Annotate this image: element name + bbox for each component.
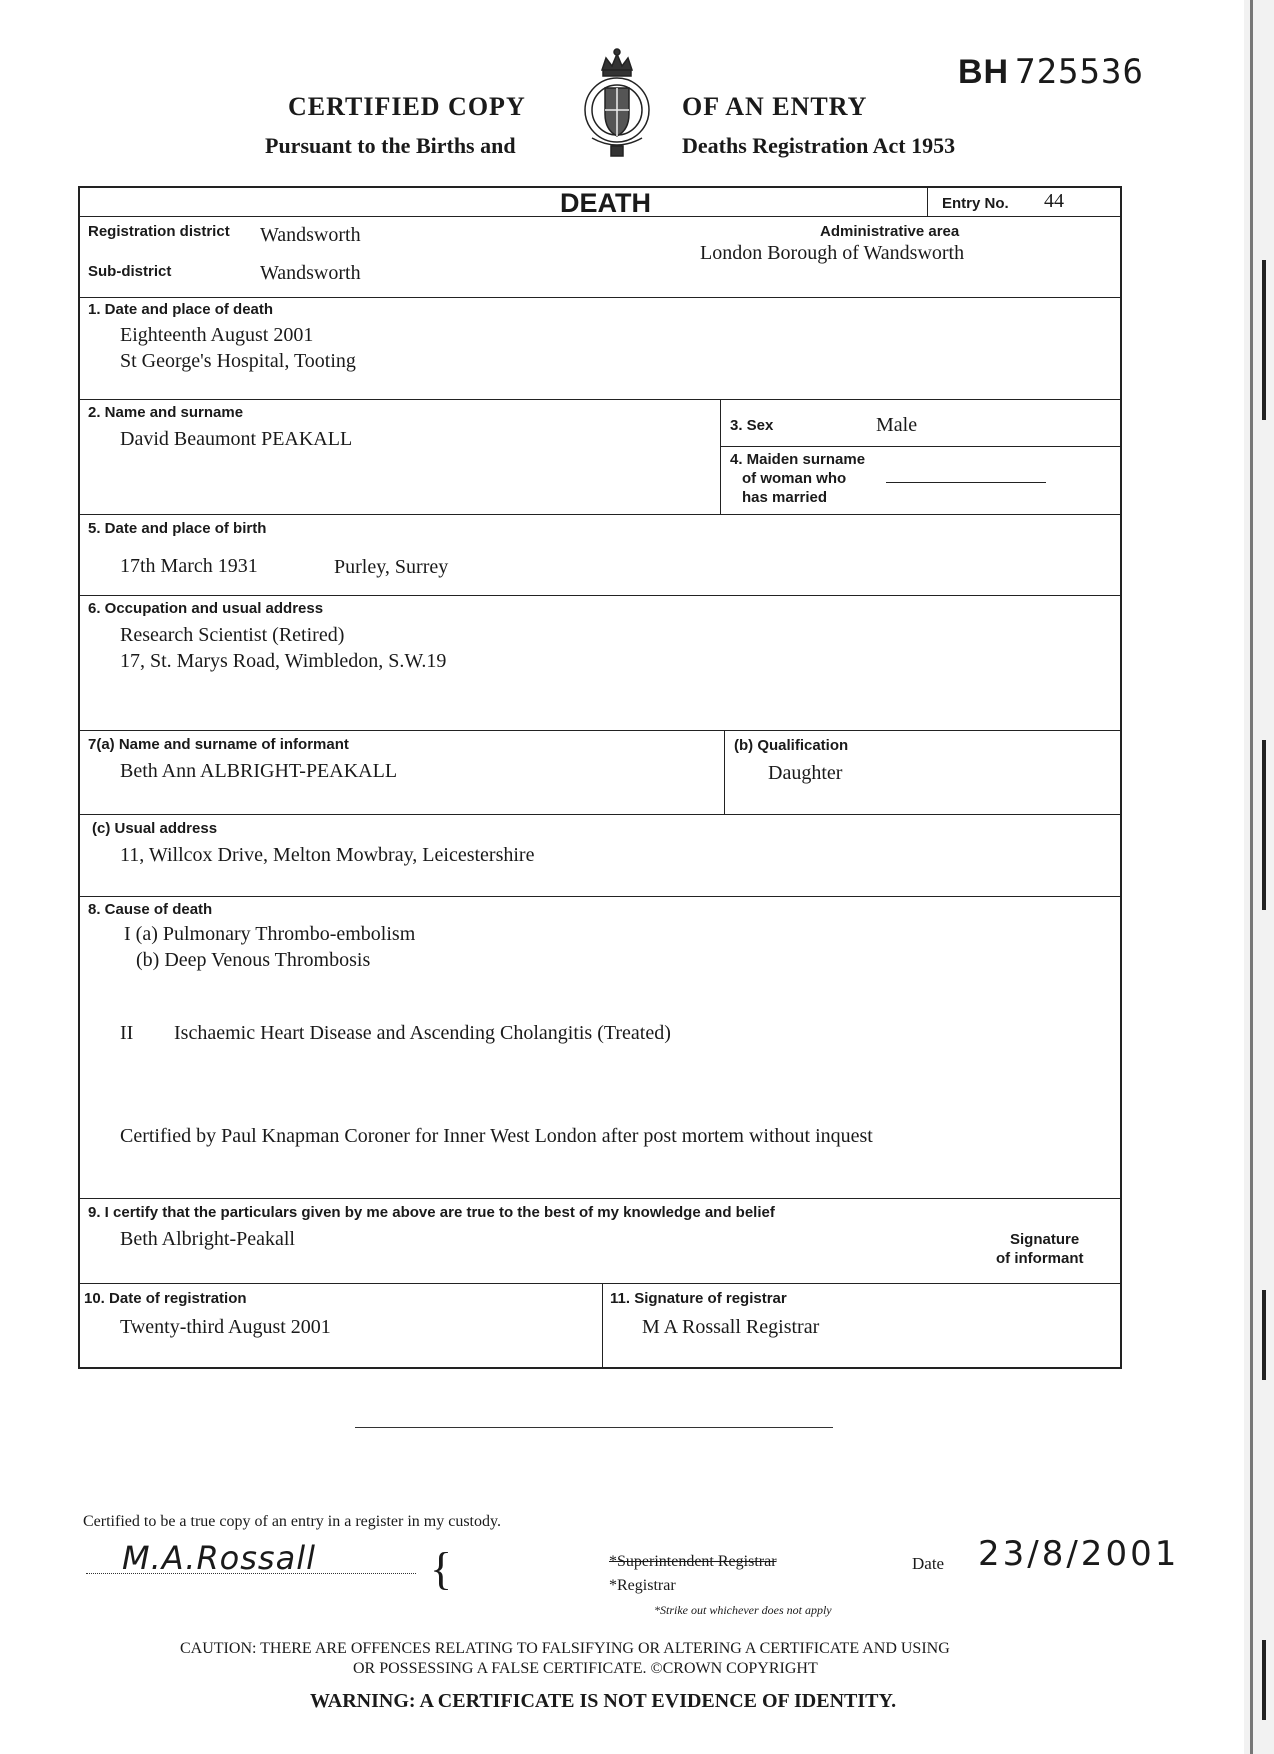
deceased-name: David Beaumont PEAKALL [120, 428, 353, 450]
field-2-label: 2. Name and surname [88, 404, 244, 421]
blank-line [355, 1427, 833, 1428]
cause-ii: Ischaemic Heart Disease and Ascending Cholangitis (Treated) [174, 1022, 671, 1044]
header-of-an-entry: OF AN ENTRY [682, 92, 868, 121]
field-8-label: 8. Cause of death [88, 901, 213, 918]
birth-date: 17th March 1931 [120, 555, 258, 577]
signature-dotted-line [86, 1573, 416, 1574]
divider [80, 399, 1120, 400]
cause-ib: (b) Deep Venous Thrombosis [136, 949, 371, 971]
serial-number [958, 52, 1144, 92]
field-11-label: 11. Signature of registrar [610, 1290, 787, 1307]
divider [724, 730, 725, 814]
reg-district-value: Wandsworth [260, 224, 361, 246]
death-date: Eighteenth August 2001 [120, 324, 314, 346]
divider [80, 1198, 1120, 1199]
death-entry-form [78, 186, 1122, 1369]
field-7b-label: (b) Qualification [734, 737, 849, 754]
maiden-name-blank [886, 482, 1046, 483]
field-5-label: 5. Date and place of birth [88, 520, 267, 537]
registration-date: Twenty-third August 2001 [120, 1316, 331, 1338]
page-edge [1244, 0, 1274, 1754]
cause-ia: I (a) Pulmonary Thrombo-embolism [124, 923, 416, 945]
divider [80, 595, 1120, 596]
superintendent-registrar-struck: *Superintendent Registrar [609, 1553, 777, 1570]
field-1-label: 1. Date and place of death [88, 301, 274, 318]
royal-crest-icon [578, 48, 656, 160]
handwritten-date: 23/8/2001 [978, 1534, 1180, 1574]
signature-of-informant-label-2: of informant [996, 1250, 1084, 1267]
certified-true-copy-text: Certified to be a true copy of an entry in a register in my custody. [83, 1513, 501, 1530]
divider [80, 1283, 1120, 1284]
registrar-handwritten-signature: M.A.Rossall [122, 1539, 316, 1577]
form-title: DEATH [560, 188, 651, 218]
field-9-label: 9. I certify that the particulars given by me above are true to the best of my knowledge and belief [88, 1204, 775, 1221]
divider [80, 730, 1120, 731]
field-6-label: 6. Occupation and usual address [88, 600, 324, 617]
field-10-label: 10. Date of registration [84, 1290, 247, 1307]
sex-value: Male [876, 414, 918, 436]
divider [80, 896, 1120, 897]
sub-district-label: Sub-district [88, 263, 172, 280]
divider [720, 399, 721, 514]
divider [80, 216, 1120, 217]
registrar-signature: M A Rossall Registrar [642, 1316, 820, 1338]
edge-mark [1262, 1640, 1266, 1720]
sub-district-value: Wandsworth [260, 262, 361, 284]
serial-prefix: BH [958, 53, 1010, 91]
birth-place: Purley, Surrey [334, 556, 449, 578]
field-4-label-1: 4. Maiden surname [730, 451, 866, 468]
certified-by: Certified by Paul Knapman Coroner for Inner West London after post mortem without inquest [120, 1125, 873, 1147]
cause-ii-number: II [120, 1022, 134, 1044]
death-place: St George's Hospital, Tooting [120, 350, 356, 372]
signature-of-informant-label-1: Signature [1010, 1231, 1080, 1248]
header-pursuant: Pursuant to the Births and [265, 133, 516, 158]
edge-mark [1250, 0, 1253, 1754]
brace: { [430, 1543, 453, 1594]
divider [720, 446, 1120, 447]
divider [602, 1283, 603, 1369]
informant-signature-name: Beth Albright-Peakall [120, 1228, 295, 1250]
reg-district-label: Registration district [88, 223, 230, 240]
informant-name: Beth Ann ALBRIGHT-PEAKALL [120, 760, 398, 782]
informant-address: 11, Willcox Drive, Melton Mowbray, Leicestershire [120, 844, 535, 866]
edge-mark [1262, 1290, 1266, 1380]
usual-address: 17, St. Marys Road, Wimbledon, S.W.19 [120, 650, 447, 672]
field-7a-label: 7(a) Name and surname of informant [88, 736, 349, 753]
field-4-label-2: of woman who [742, 470, 847, 487]
warning-text: WARNING: A CERTIFICATE IS NOT EVIDENCE OF IDENTITY. [310, 1690, 897, 1712]
admin-area-value: London Borough of Wandsworth [700, 242, 965, 264]
registrar-option: *Registrar [609, 1577, 676, 1594]
entry-no-value: 44 [1044, 190, 1064, 212]
edge-mark [1262, 260, 1266, 420]
divider [80, 514, 1120, 515]
header-certified-copy: CERTIFIED COPY [288, 92, 526, 121]
entry-no-label: Entry No. [942, 195, 1009, 212]
divider [80, 814, 1120, 815]
field-7c-label: (c) Usual address [92, 820, 218, 837]
informant-qualification: Daughter [768, 762, 843, 784]
strike-note: *Strike out whichever does not apply [654, 1603, 832, 1617]
serial-digits: 725536 [1015, 52, 1144, 92]
date-label: Date [912, 1554, 945, 1573]
field-4-label-3: has married [742, 489, 828, 506]
occupation: Research Scientist (Retired) [120, 624, 345, 646]
admin-area-label: Administrative area [820, 223, 960, 240]
caution-line-1: CAUTION: THERE ARE OFFENCES RELATING TO FALSIFYING OR ALTERING A CERTIFICATE AND USING [180, 1640, 950, 1657]
edge-mark [1262, 740, 1266, 910]
divider [80, 297, 1120, 298]
divider [927, 188, 928, 216]
caution-line-2: OR POSSESSING A FALSE CERTIFICATE. ©CROWN COPYRIGHT [353, 1660, 818, 1677]
field-3-label: 3. Sex [730, 417, 774, 434]
header-act: Deaths Registration Act 1953 [682, 133, 956, 158]
